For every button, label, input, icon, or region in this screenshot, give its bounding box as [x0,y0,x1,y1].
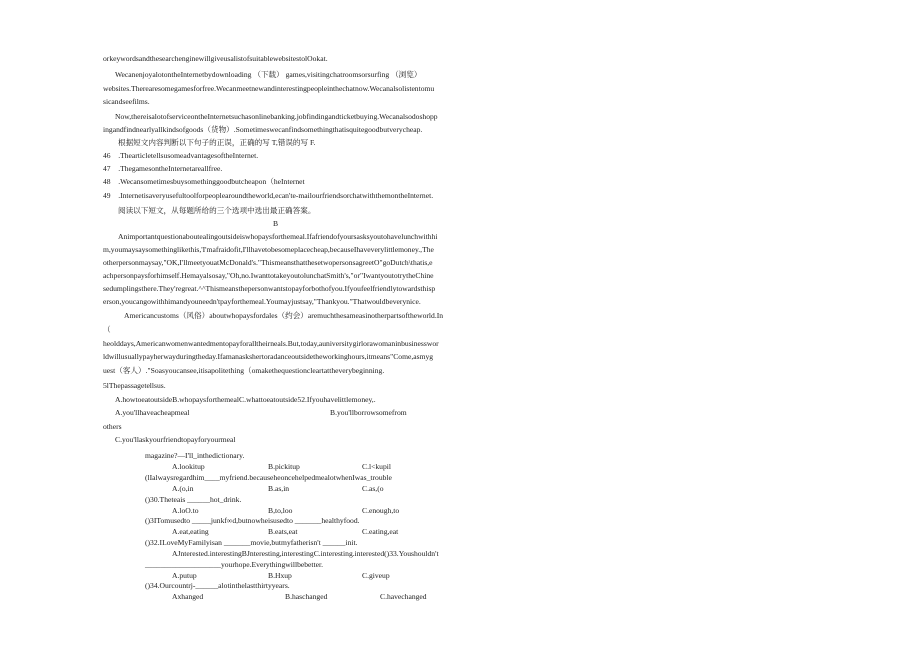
statement-48 [103,177,305,187]
passage-b-line-8: （ [103,325,111,334]
passage-b-line-5: sedumplingsthere.They'regreat.^^Thismeansthepersonwantstopayforbothofyou.Ifyoufeelfriendlytowardsthisp [103,284,436,293]
passage-b-line-6: erson,youcangowithhimandyouneedn'tpayforthemeal.Youmayjustsay,"Thankyou."Thatwouldbeverynice. [103,297,421,306]
statement-number: 46 [103,151,111,160]
option-c: C.giveup [362,571,390,580]
statement-49 [103,191,433,201]
passage-a-line-2: WecanenjoyalotontheInternetbydownloading （下载） games,visitingchatroomsorsurfing （浏览） [115,70,422,79]
passage-a-line-5: Now,thereisalotofserviceontheInternetsuchasonlinebanking.jobfindingandticketbuying.Wecanalsodoshopp [115,112,438,121]
statement-number: 47 [103,164,111,173]
question-31: ()3ITomusedto _____junkf∞d,butnowheisusedto _______healthyfood. [145,516,360,525]
question-51-options: A.howtoeatoutsideB.whopaysforthemealC.whattoeatoutside52.Ifyouhavelittlemoney,. [115,395,376,404]
passage-b-line-7: Americancustoms（风俗）aboutwhopaysfordales（约会）aremuchthesameasinotherpartsoftheworld.In [124,311,444,320]
question-34: ()34.Ourcountrj-______alotinthelastthirtyyears. [145,581,290,590]
statement-text: .Internetisaveryusefultoolforpeoplearoundtheworld,ecan'te-mailourfriendsorchatwiththemontheInternet. [118,191,434,200]
option-c: C.eating,eat [362,527,399,536]
option-a: A.eat,eating [172,527,209,536]
passage-b-line-1: Animportantquestionaboutealingoutsideiswhopaysforthemeal.Ifafriendofyoursasksyoutohavelunchwithhi [118,232,438,241]
question-52-option-a: A.you'llhaveacheapmeal [115,408,190,417]
section-heading-b: B [273,219,279,228]
option-a: A.lookitup [172,462,205,471]
option-a: Axhanged [172,592,204,601]
option-b: B.as,in [268,484,290,493]
statement-number: 48 [103,177,111,186]
question-30: ()30.Theteais ______hot_drink. [145,495,242,504]
question-52-option-b: B.you'llborrowsomefrom [330,408,407,417]
passage-b-line-4: achpersonpaysforhimself.Hemayalsosay,"Oh,no.IwanttotakeyoutolunchatSmith's,"or"IwantyoutotrytheChine [103,271,434,280]
option-c: C.l<kupil [362,462,391,471]
question-32-options: AJnterested.interestingBJnteresting,interestingC.interesting.interested()33.Youshouldn't [172,549,439,558]
option-c: C.enough,to [362,506,400,515]
option-b: B.eats,eat [268,527,298,536]
option-a: A.loO.to [172,506,199,515]
passage-b-line-3: otherpersonmaysay,"OK,I'llmeetyouatMcDonald's."ThismeansthatthesetwopersonsagreetO"goDutch\thatis,e [103,258,433,267]
statement-47 [103,164,222,174]
question-52-option-b-cont: others [103,422,122,431]
option-a: A.putup [172,571,197,580]
passage-b-line-9: heolddays,Americanwomenwantedmentopayforalltheirneals.But,today,auniversitygirlorawomaninbusinesswor [103,339,439,348]
statement-text: .ThegamesontheInternetareallfree. [118,164,223,173]
passage-a-line-6: ingandfindnearlyallkindsofgoods（货物）.Sometimeswecanfindsomethingthatisquitegoodbutverycheap. [103,125,423,134]
statement-text: .Wecansometimesbuysomethinggoodbutcheapon（heInternet [118,177,305,186]
passage-a-line-3: websites.Therearesomegamesforfree.Wecanmeetnewandinterestingpeopleinthechatnow.Wecanalsolistentomu [103,84,435,93]
option-b: B,to,loo [268,506,293,515]
statement-number: 49 [103,191,111,200]
passage-b-line-10: ldwillusuallypayherwayduringtheday.Ifamanaskshertoradanceoutsidetheworkinghours,itmeans"Come,asmyg [103,352,434,361]
option-c: C.as,(o [362,484,384,493]
statement-text: .ThearticletellsusomeadvantagesoftheInternet. [118,151,259,160]
question-52-option-c: C.you'llaskyourfriendtopayforyourmeal [115,435,236,444]
passage-a-line-1: orkeywordsandthesearchenginewillgiveusalistofsuitablewebsitestolOokat. [103,54,328,63]
option-b: B.Hxup [268,571,292,580]
question-header: magazine?—I'll_inthedictionary. [145,451,245,460]
option-b: B.pickitup [268,462,300,471]
passage-b-line-11: uest（客人）."Soasyoucansee,itisapolitething（omakethequestioncleartattheverybeginning. [103,366,385,375]
question-29: (lIalwaysregardhim____myfriend.becauseheoncehelpedmealotwhenIwas_trouble [145,473,392,482]
passage-b-line-2: m,youmaysaysomethinglikethis,'I'mafraidofit,I'llhavetobesomeplacecheap,becauseIhaveverylittlemoney.,The [103,245,434,254]
reading-instruction: 阅读以下短文，从每题所给的三个选项中选出最正确答案。 [118,206,316,215]
question-33-continuation: ____________________yourhope.Everythingwillbebetter. [145,560,324,569]
tf-instruction: 根据短文内容判断以下句子的正误，正确的写 T,错误的写 F. [118,138,316,147]
question-32: ()32.ILoveMyFamilyisan _______movie,butmyfatherisn't ______init. [145,538,358,547]
passage-a-line-4: sicandseefilms. [103,97,150,106]
statement-46 [103,151,258,161]
option-b: B.haschanged [285,592,328,601]
option-c: C.havechanged [380,592,427,601]
option-a: A.(o,in [172,484,194,493]
question-51: 5lThepassagetellsus. [103,381,166,390]
